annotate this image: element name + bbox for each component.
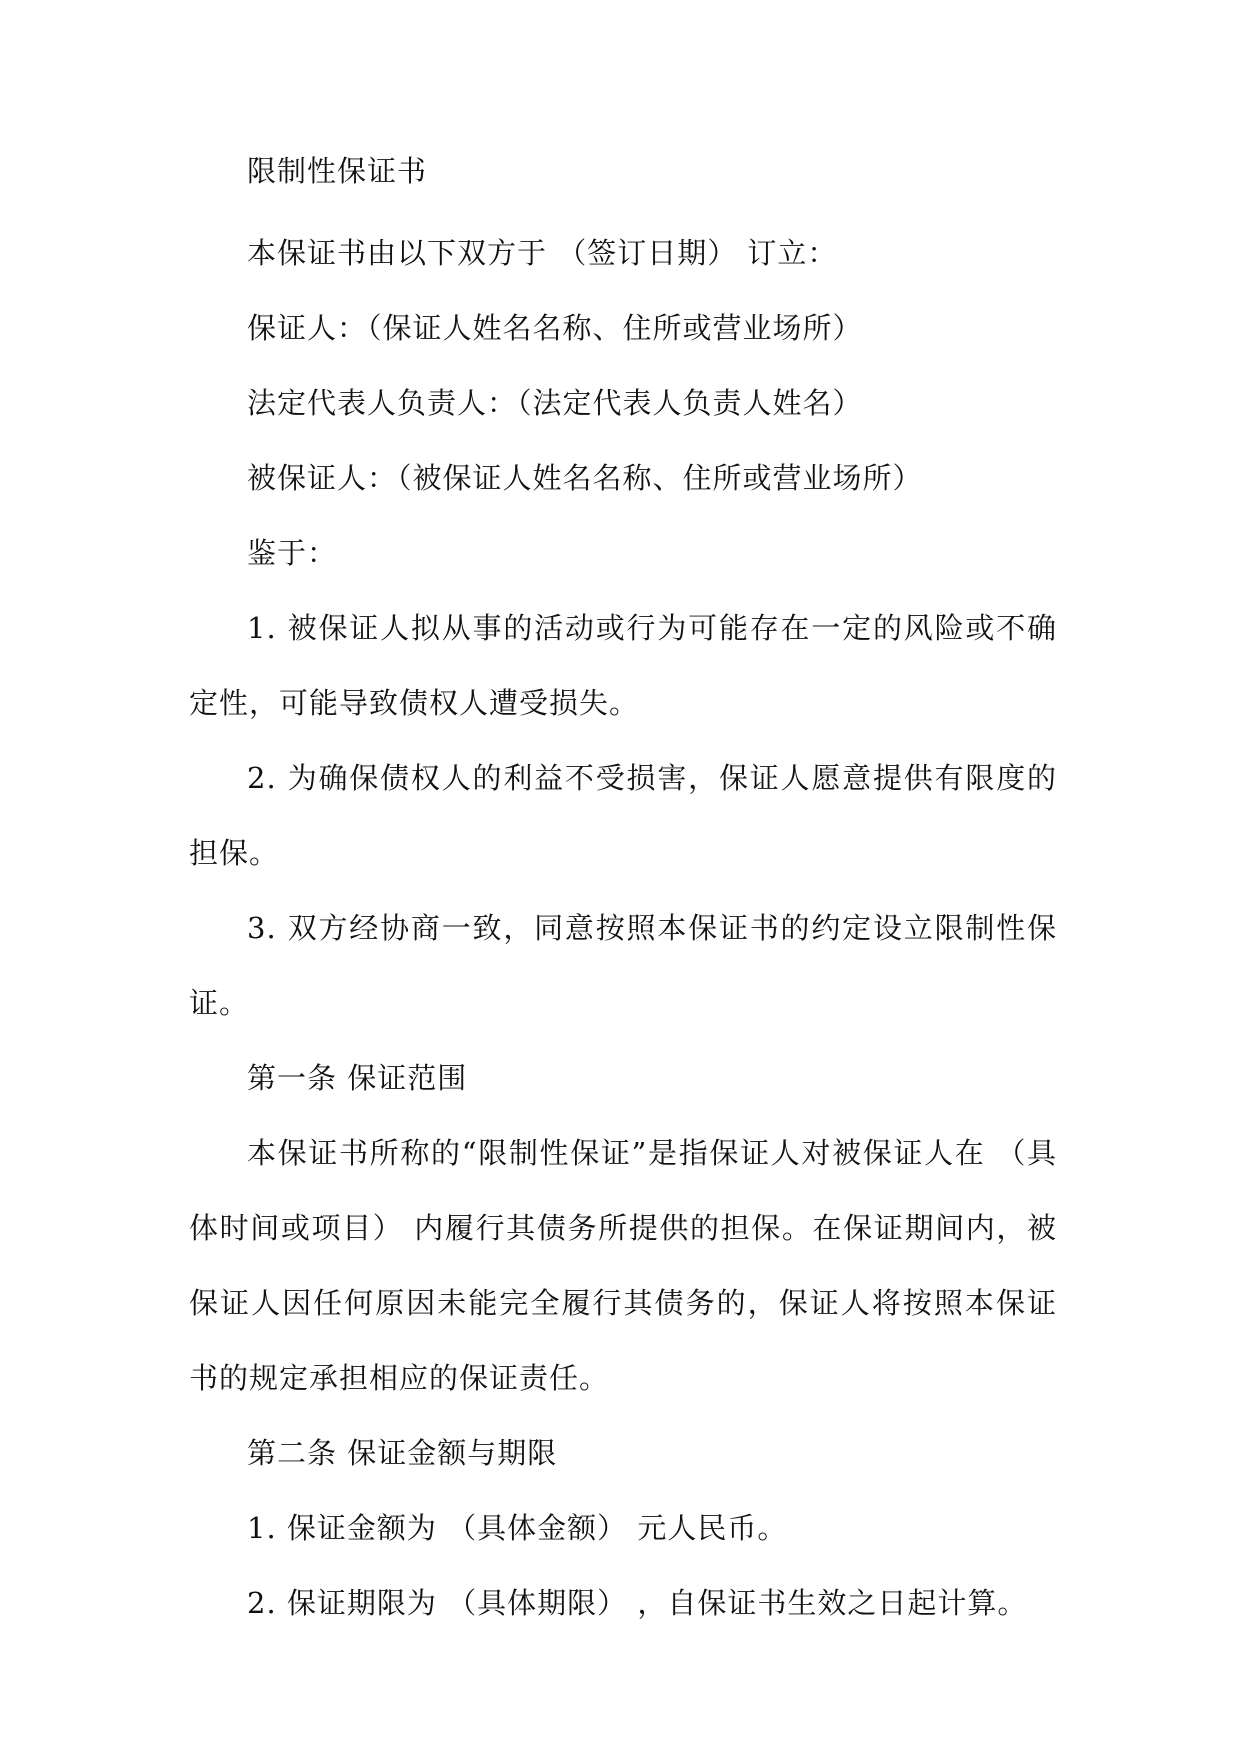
- paragraph-legal-representative: 法定代表人负责人：（法定代表人负责人姓名）: [247, 386, 863, 420]
- article-2-heading: 第二条 保证金额与期限: [247, 1436, 558, 1470]
- document-body: [189, 145, 1057, 1641]
- paragraph-guaranteed-party: 被保证人：（被保证人姓名名称、住所或营业场所）: [247, 461, 923, 495]
- paragraph-whereas: 鉴于：: [247, 536, 338, 570]
- article-2-item-2: 2. 保证期限为 （具体期限） ，自保证书生效之日起计算。: [247, 1586, 1028, 1620]
- paragraph-signing-date: 本保证书由以下双方于 （签订日期） 订立：: [247, 236, 838, 270]
- document-title: 限制性保证书: [247, 154, 428, 188]
- paragraph-whereas-item-3: 3. 双方经协商一致，同意按照本保证书的约定设立限制性保证。: [189, 911, 1057, 1020]
- paragraph-whereas-item-1: 1. 被保证人拟从事的活动或行为可能存在一定的风险或不确定性，可能导致债权人遭受损失。: [189, 611, 1057, 720]
- article-1-body: 本保证书所称的“限制性保证”是指保证人对被保证人在 （具体时间或项目） 内履行其债务所提供的担保。在保证期间内，被保证人因任何原因未能完全履行其债务的，保证人将按照本保证书的规定承担相应的保证责任。: [189, 1136, 1057, 1395]
- article-2-item-1: 1. 保证金额为 （具体金额） 元人民币。: [247, 1511, 788, 1545]
- paragraph-whereas-item-2: 2. 为确保债权人的利益不受损害，保证人愿意提供有限度的担保。: [189, 761, 1057, 870]
- article-1-heading: 第一条 保证范围: [247, 1061, 468, 1095]
- paragraph-guarantor: 保证人：（保证人姓名名称、住所或营业场所）: [247, 311, 863, 345]
